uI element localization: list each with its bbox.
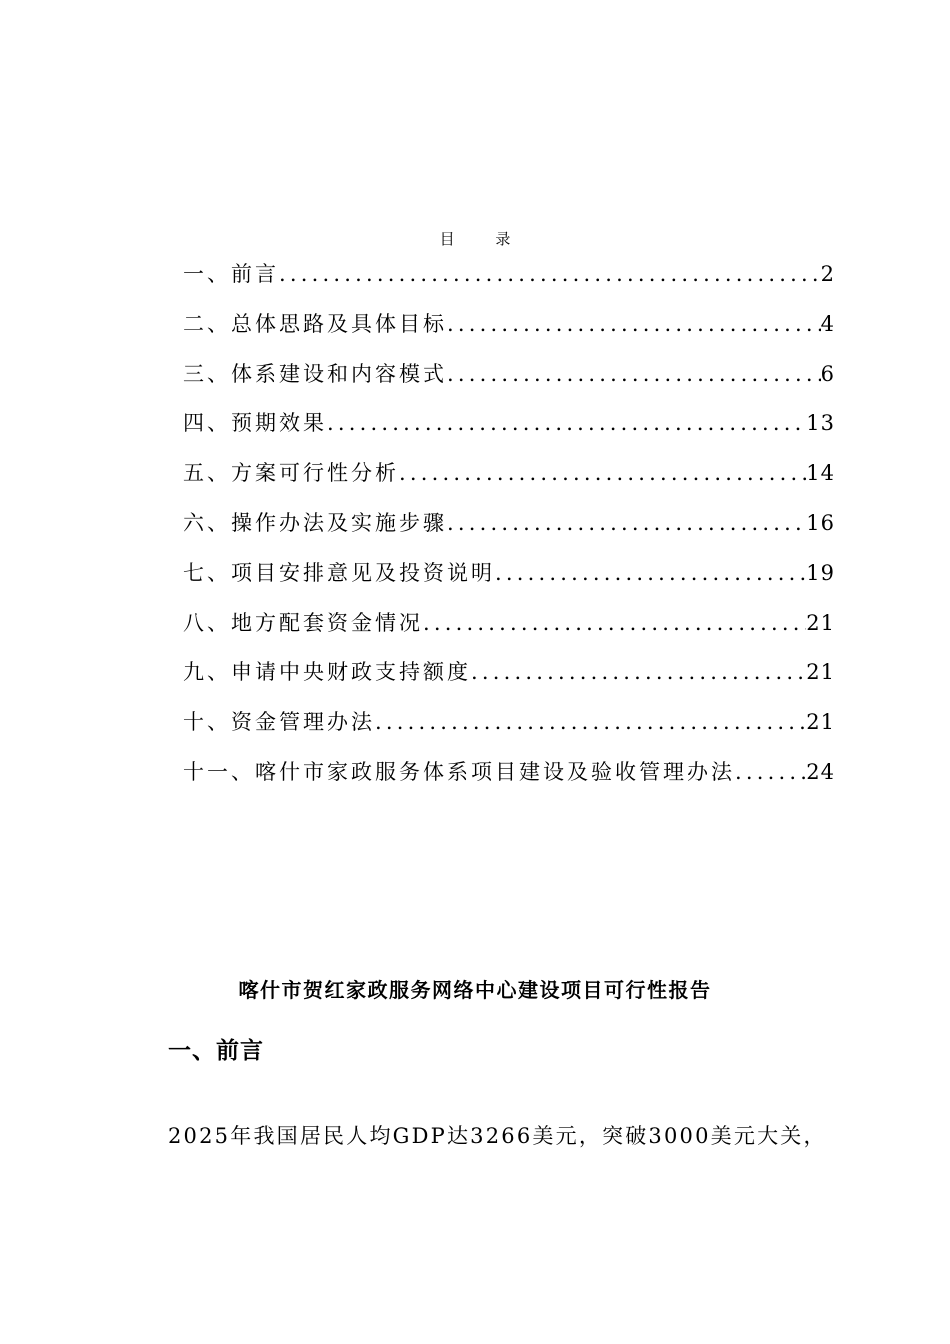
toc-dot-leader: [279, 255, 821, 293]
toc-entry-page: 21: [806, 710, 835, 735]
toc-entry[interactable]: [183, 753, 835, 803]
body-paragraph: 2025年我国居民人均GDP达3266美元，突破3000美元大关，: [168, 1124, 827, 1148]
toc-entry-page: 4: [820, 311, 835, 336]
toc-entry-label: 十、资金管理办法: [183, 710, 375, 735]
toc-entry[interactable]: [183, 653, 835, 703]
toc-entry-label: 八、地方配套资金情况: [183, 610, 423, 635]
toc-entry-page: 6: [820, 361, 835, 386]
toc-entry-page: 21: [806, 660, 835, 685]
toc-dot-leader: [423, 604, 806, 642]
toc-entry-page: 16: [806, 510, 835, 535]
toc-entry-label: 六、操作办法及实施步骤: [183, 510, 447, 535]
toc-entry[interactable]: [183, 404, 835, 454]
toc-entry-label: 五、方案可行性分析: [183, 461, 399, 486]
toc-entry-label: 一、前言: [183, 262, 279, 286]
toc-entry[interactable]: [183, 355, 835, 405]
toc-entry-label: 七、项目安排意见及投资说明: [183, 560, 495, 585]
toc-entry-page: 24: [806, 759, 835, 784]
toc-dot-leader: [495, 554, 806, 592]
section-heading: 一、前言: [168, 1038, 264, 1064]
toc-dot-leader: [471, 653, 806, 691]
toc-entry[interactable]: [183, 554, 835, 604]
toc-entry-label: 二、总体思路及具体目标: [183, 311, 447, 336]
toc-dot-leader: [327, 404, 806, 442]
toc-entry[interactable]: [183, 504, 835, 554]
toc-entry-page: 2: [820, 262, 835, 286]
toc-entry-label: 三、体系建设和内容模式: [183, 361, 447, 386]
report-title: 喀什市贺红家政服务网络中心建设项目可行性报告: [238, 978, 712, 1002]
toc-entry-page: 14: [806, 461, 835, 486]
toc-entry-page: 19: [806, 560, 835, 585]
toc-entry-page: 13: [806, 411, 835, 436]
toc-entry[interactable]: [183, 255, 835, 305]
toc-entry-label: 十一、喀什市家政服务体系项目建设及验收管理办法: [183, 759, 735, 784]
toc-heading: 目 录: [439, 230, 529, 248]
toc-entry-label: 九、申请中央财政支持额度: [183, 660, 471, 685]
toc-entry[interactable]: [183, 305, 835, 355]
toc-entry[interactable]: [183, 604, 835, 654]
toc-entry-label: 四、预期效果: [183, 411, 327, 436]
toc-entry-page: 21: [806, 610, 835, 635]
table-of-contents: [183, 255, 835, 803]
toc-entry[interactable]: [183, 454, 835, 504]
toc-dot-leader: [735, 753, 806, 791]
toc-entry[interactable]: [183, 703, 835, 753]
toc-dot-leader: [399, 454, 806, 492]
toc-dot-leader: [447, 355, 821, 393]
toc-dot-leader: [447, 504, 806, 542]
toc-dot-leader: [375, 703, 806, 741]
toc-dot-leader: [447, 305, 821, 343]
